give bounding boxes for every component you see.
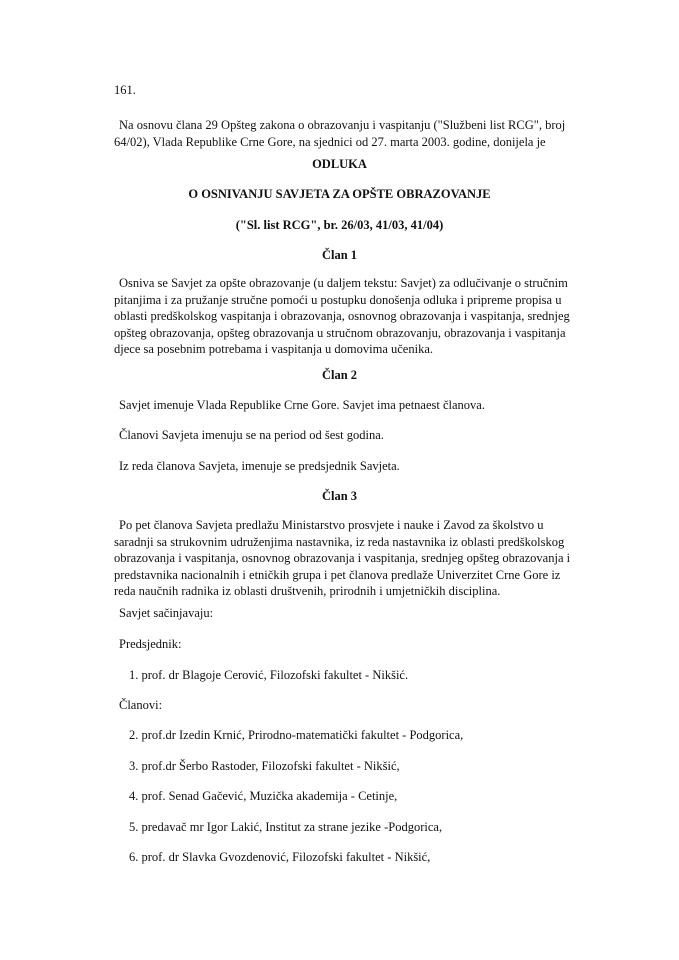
composition-label: Savjet sačinjavaju:	[119, 606, 214, 620]
president-entry: 1. prof. dr Blagoje Cerović, Filozofski fakultet - Nikšić.	[129, 668, 409, 682]
decision-number: 161.	[114, 83, 136, 97]
article-2-paragraph-2: Članovi Savjeta imenuju se na period od šest godina.	[119, 428, 384, 442]
article-1-text: Osniva se Savjet za opšte obrazovanje (u daljem tekstu: Savjet) za odlučivanje o stručnim pitanjima i za pružanje stručne pomoći u postupku donošenja odluka i pripreme propisa u oblasti predškolskog vaspitanja i obrazovanja, osnovnog obrazovanja i vaspitanja, srednjeg opšteg obrazovanja, opšteg obrazovanja u stručnom obrazovanju, obrazovanja i vaspitanja djece sa posebnim potrebama i vaspitanja u domovima učenika.	[114, 276, 570, 356]
member-item: 6. prof. dr Slavka Gvozdenović, Filozofski fakultet - Nikšić,	[129, 850, 431, 864]
article-3-heading: Član 3	[321, 489, 358, 503]
intro-paragraph: Na osnovu člana 29 Opšteg zakona o obrazovanju i vaspitanju ("Službeni list RCG", broj 64/02), Vlada Republike Crne Gore, na sjednici od 27. marta 2003. godine, donijela je	[114, 118, 566, 149]
article-2-heading: Član 2	[321, 368, 358, 382]
member-item: 4. prof. Senad Gačević, Muzička akademija - Cetinje,	[129, 789, 398, 803]
gazette-reference: ("Sl. list RCG", br. 26/03, 41/03, 41/04)	[235, 218, 444, 232]
document-subtitle: O OSNIVANJU SAVJETA ZA OPŠTE OBRAZOVANJE	[188, 187, 491, 201]
member-item: 3. prof.dr Šerbo Rastoder, Filozofski fakultet - Nikšić,	[129, 759, 400, 773]
article-3-text: Po pet članova Savjeta predlažu Ministarstvo prosvjete i nauke i Zavod za školstvo u saradnji sa strukovnim udruženjima nastavnika, iz reda nastavnika iz oblasti predškolskog obrazovanja i vaspitanja, osnovnog obrazovanja i vaspitanja, srednjeg opšteg obrazovanja i predstavnika nacionalnih i etničkih grupa i pet članova predlaže Univerzitet Crne Gore iz reda naučnih radnika iz oblasti društvenih, prirodnih i umjetničkih disciplina.	[114, 518, 571, 598]
article-1-heading: Član 1	[321, 248, 358, 262]
member-item: 5. predavač mr Igor Lakić, Institut za strane jezike -Podgorica,	[129, 820, 443, 834]
members-label: Članovi:	[119, 698, 163, 712]
article-2-paragraph-1: Savjet imenuje Vlada Republike Crne Gore. Savjet ima petnaest članova.	[119, 398, 485, 412]
document-title: ODLUKA	[312, 157, 367, 171]
member-item: 2. prof.dr Izedin Krnić, Prirodno-matematički fakultet - Podgorica,	[129, 728, 464, 742]
article-2-paragraph-3: Iz reda članova Savjeta, imenuje se predsjednik Savjeta.	[119, 459, 400, 473]
president-label: Predsjednik:	[119, 637, 182, 651]
